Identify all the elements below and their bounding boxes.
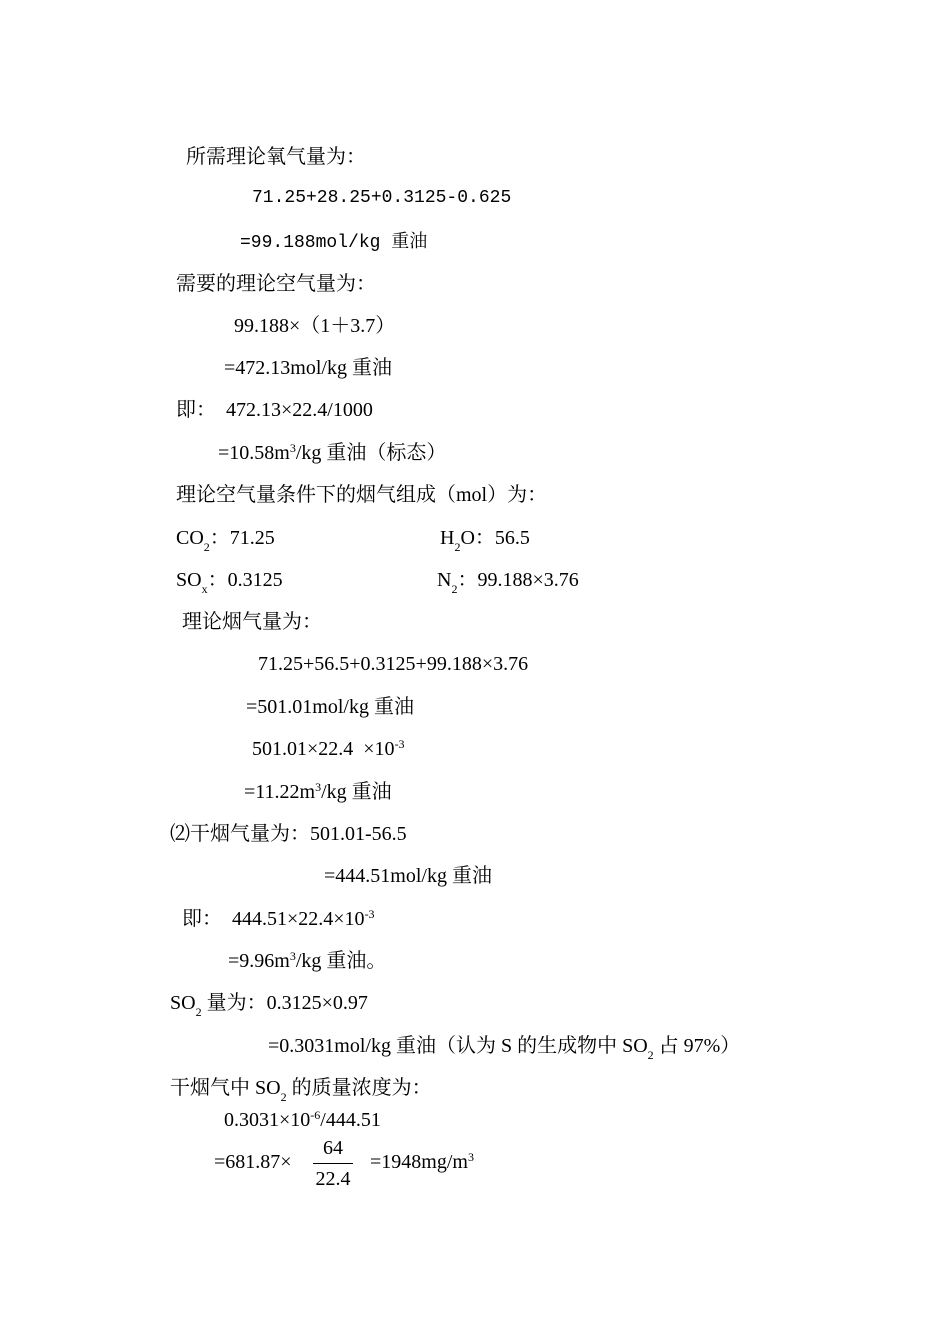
equation-line	[324, 864, 492, 888]
equation-text: =1948mg/m	[370, 1151, 468, 1173]
equation-text: 即： 444.51×22.4×10	[182, 908, 365, 930]
text: 理论空气量条件下的烟气组成（mol）为：	[176, 484, 548, 506]
equation-line	[228, 949, 386, 975]
text: 理论烟气量为：	[182, 611, 322, 633]
equation-text: 71.25+28.25+0.3125-0.625	[252, 188, 512, 208]
composition-sox	[176, 568, 283, 594]
superscript: 3	[315, 780, 322, 794]
equation-text: =681.87×	[214, 1151, 292, 1173]
equation-text: =10.58m	[218, 442, 290, 464]
subscript: 2	[195, 1005, 202, 1019]
superscript: 3	[289, 949, 296, 963]
equation-line	[234, 314, 395, 338]
value: ：99.188×3.76	[457, 569, 579, 591]
text: 的质量浓度为：	[286, 1077, 432, 1099]
formula: SO	[170, 992, 196, 1014]
fraction-numerator: 64	[323, 1137, 343, 1159]
text-line	[170, 1076, 432, 1102]
equation-line	[224, 356, 392, 380]
superscript: 3	[289, 441, 296, 455]
subscript: 2	[647, 1048, 654, 1062]
text-line	[176, 483, 547, 507]
formula: H	[440, 527, 455, 549]
superscript: 3	[467, 1150, 474, 1164]
text-line	[170, 991, 368, 1017]
equation-text: 501.01×22.4 ×10	[252, 738, 395, 760]
equation-text: =9.96m	[228, 950, 290, 972]
equation-line	[218, 441, 446, 467]
composition-h2o	[440, 526, 530, 552]
fraction-bar	[313, 1163, 353, 1164]
text: 所需理论氧气量为：	[186, 146, 366, 168]
subscript: 2	[451, 582, 458, 596]
equation-text: 99.188×（1＋3.7）	[234, 315, 396, 337]
equation-text: /kg 重油。	[295, 950, 387, 972]
superscript: -3	[394, 737, 405, 751]
subscript: 2	[280, 1090, 287, 1104]
text: ⑵干烟气量为：501.01-56.5	[170, 823, 407, 845]
composition-n2	[437, 568, 579, 594]
equation-line	[240, 229, 427, 255]
equation-text: =0.3031mol/kg 重油（认为 S 的生成物中 SO	[268, 1035, 648, 1057]
equation-line	[244, 780, 392, 806]
equation-line	[246, 695, 414, 719]
equation-text: 占 97%）	[653, 1035, 741, 1057]
equation-line	[252, 186, 511, 210]
equation-line	[268, 1034, 740, 1060]
formula: SO	[176, 569, 202, 591]
text: 量为：0.3125×0.97	[201, 992, 368, 1014]
composition-co2	[176, 526, 275, 552]
fraction	[313, 1136, 353, 1191]
formula: CO	[176, 527, 204, 549]
equation-text: =11.22m	[244, 781, 316, 803]
text-line	[186, 145, 366, 169]
value: ：0.3125	[207, 569, 283, 591]
equation-text: 0.3031×10	[224, 1109, 311, 1131]
equation-line	[224, 1108, 381, 1134]
equation-line	[214, 1150, 292, 1174]
equation-text: =501.01mol/kg 重油	[246, 696, 414, 718]
equation-text: =472.13mol/kg 重油	[224, 357, 392, 379]
equation-text: =444.51mol/kg 重油	[324, 865, 492, 887]
value: ：71.25	[209, 527, 275, 549]
text-line	[170, 822, 407, 846]
superscript: -3	[364, 907, 375, 921]
equation-text: 即： 472.13×22.4/1000	[176, 399, 373, 421]
equation-line	[370, 1150, 474, 1176]
subscript: 2	[454, 540, 461, 554]
equation-text: /444.51	[320, 1109, 381, 1131]
text-line	[176, 272, 376, 296]
subscript: 2	[203, 540, 210, 554]
equation-text: 71.25+56.5+0.3125+99.188×3.76	[258, 653, 529, 675]
superscript: -6	[310, 1108, 321, 1122]
fraction-denominator: 22.4	[315, 1168, 351, 1190]
equation-text: =99.188mol/kg 重油	[240, 233, 428, 253]
equation-text: /kg 重油（标态）	[295, 442, 447, 464]
text: 需要的理论空气量为：	[176, 273, 376, 295]
equation-line	[258, 652, 528, 676]
formula: N	[437, 569, 452, 591]
subscript: x	[201, 582, 208, 596]
equation-text: /kg 重油	[321, 781, 392, 803]
equation-line	[176, 398, 373, 422]
text: 干烟气中 SO	[170, 1077, 281, 1099]
equation-line	[182, 907, 375, 933]
equation-line	[252, 737, 405, 763]
value: O：56.5	[460, 527, 530, 549]
text-line	[182, 610, 322, 634]
